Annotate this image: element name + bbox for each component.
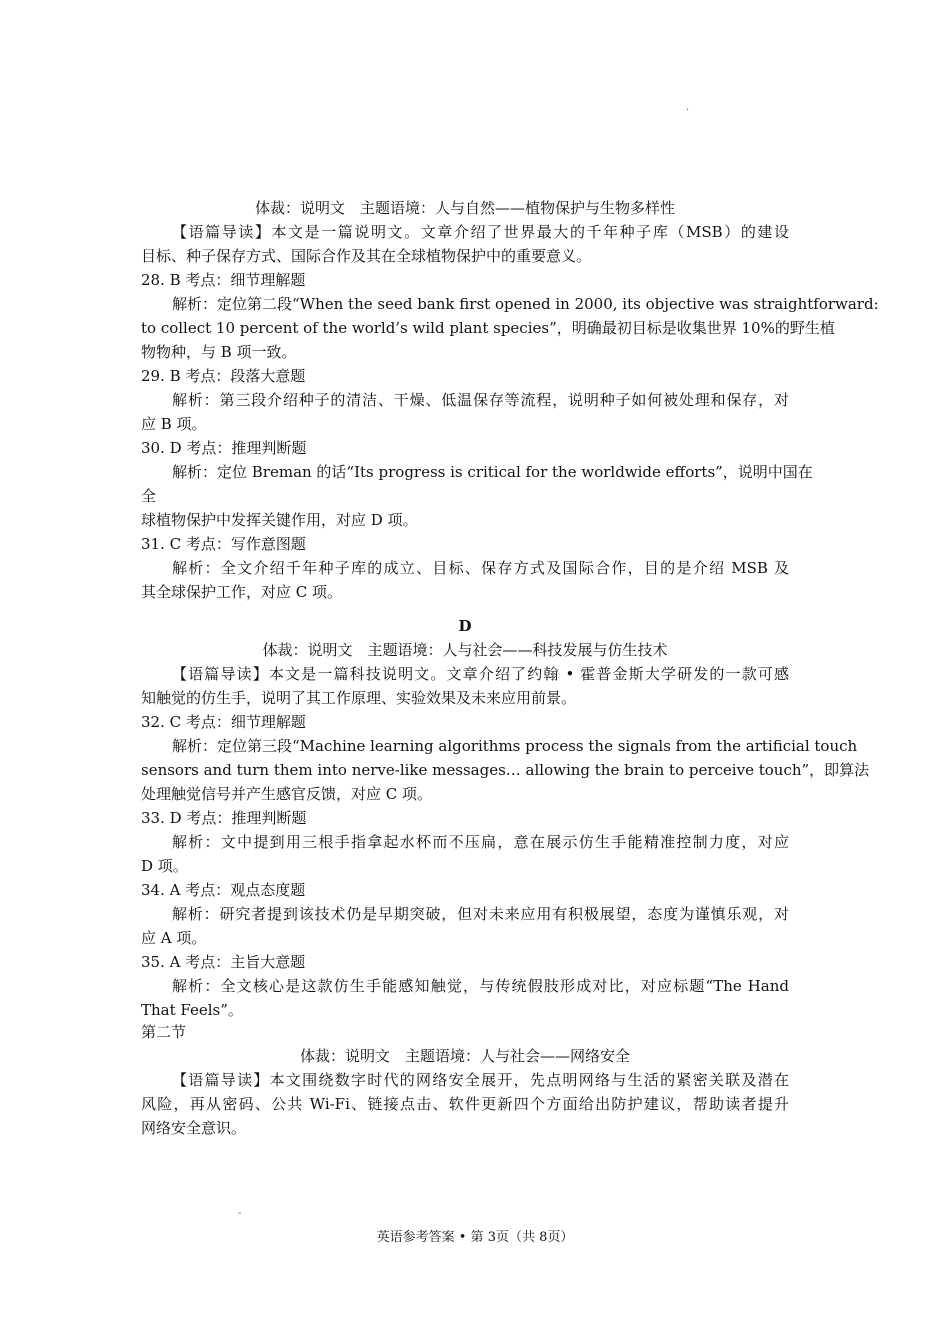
- q32-head: 32. C 考点：细节理解题: [141, 713, 306, 731]
- q29-head: 29. B 考点：段落大意题: [141, 367, 306, 385]
- q34-head: 34. A 考点：观点态度题: [141, 881, 306, 899]
- q33-head: 33. D 考点：推理判断题: [141, 809, 307, 827]
- q29-line-2: 应 B 项。: [141, 415, 207, 433]
- guide-c-line-1: 【语篇导读】本文是一篇说明文。文章介绍了世界最大的千年种子库（MSB）的建设: [172, 223, 789, 241]
- q30-line-3: 球植物保护中发挥关键作用，对应 D 项。: [141, 511, 418, 529]
- q30-line-2: 全: [141, 487, 157, 505]
- q28-line-2: to collect 10 percent of the world’s wild plant species”，明确最初目标是收集世界 10%的野生植: [141, 319, 835, 337]
- page-footer: 英语参考答案 • 第 3页（共 8页）: [376, 1230, 574, 1245]
- guide-part2-line-3: 网络安全意识。: [141, 1119, 247, 1137]
- q34-line-1: 解析：研究者提到该技术仍是早期突破，但对未来应用有积极展望，态度为谨慎乐观，对: [172, 905, 789, 923]
- q33-line-2: D 项。: [141, 857, 188, 875]
- genre-line-c: 体裁：说明文 主题语境：人与自然——植物保护与生物多样性: [254, 199, 675, 217]
- guide-part2-line-1: 【语篇导读】本文围绕数字时代的网络安全展开，先点明网络与生活的紧密关联及潜在: [172, 1071, 789, 1089]
- genre-line-d: 体裁：说明文 主题语境：人与社会——科技发展与仿生技术: [262, 641, 668, 659]
- genre-line-part2: 体裁：说明文 主题语境：人与社会——网络安全: [299, 1047, 630, 1065]
- guide-part2-line-2: 风险，再从密码、公共 Wi-Fi、链接点击、软件更新四个方面给出防护建议，帮助读者提升: [141, 1095, 789, 1113]
- scan-mark-top: .: [686, 102, 690, 113]
- q31-line-2: 其全球保护工作，对应 C 项。: [141, 583, 343, 601]
- guide-c-line-2: 目标、种子保存方式、国际合作及其在全球植物保护中的重要意义。: [141, 247, 592, 265]
- part2-heading: 第二节: [141, 1023, 187, 1041]
- q35-line-1: 解析：全文核心是这款仿生手能感知触觉，与传统假肢形成对比，对应标题“The Hand: [172, 977, 789, 995]
- q34-line-2: 应 A 项。: [141, 929, 207, 947]
- guide-d-line-2: 知触觉的仿生手，说明了其工作原理、实验效果及未来应用前景。: [141, 689, 577, 707]
- q32-line-2: sensors and turn them into nerve-like messages… allowing the brain to perceive touch”，即算法: [141, 761, 870, 779]
- section-d-title: D: [458, 617, 472, 635]
- q35-line-2: That Feels”。: [141, 1001, 243, 1019]
- q32-line-3: 处理触觉信号并产生感官反馈，对应 C 项。: [141, 785, 433, 803]
- q32-line-1: 解析：定位第三段“Machine learning algorithms process the signals from the artificial touch: [172, 737, 858, 755]
- q30-line-1: 解析：定位 Breman 的话“Its progress is critical for the worldwide efforts”，说明中国在: [172, 463, 813, 481]
- q28-head: 28. B 考点：细节理解题: [141, 271, 306, 289]
- guide-d-line-1: 【语篇导读】本文是一篇科技说明文。文章介绍了约翰 • 霍普金斯大学研发的一款可感: [172, 665, 789, 683]
- q30-head: 30. D 考点：推理判断题: [141, 439, 307, 457]
- q31-line-1: 解析：全文介绍千年种子库的成立、目标、保存方式及国际合作，目的是介绍 MSB 及: [172, 559, 789, 577]
- q28-line-3: 物物种，与 B 项一致。: [141, 343, 297, 361]
- q29-line-1: 解析：第三段介绍种子的清洁、干燥、低温保存等流程，说明种子如何被处理和保存，对: [172, 391, 789, 409]
- scan-mark-bottom: -: [238, 1208, 242, 1219]
- q35-head: 35. A 考点：主旨大意题: [141, 953, 306, 971]
- q31-head: 31. C 考点：写作意图题: [141, 535, 306, 553]
- q28-line-1: 解析：定位第二段“When the seed bank first opened in 2000, its objective was straightforward:: [172, 295, 879, 313]
- q33-line-1: 解析：文中提到用三根手指拿起水杯而不压扁，意在展示仿生手能精准控制力度，对应: [172, 833, 789, 851]
